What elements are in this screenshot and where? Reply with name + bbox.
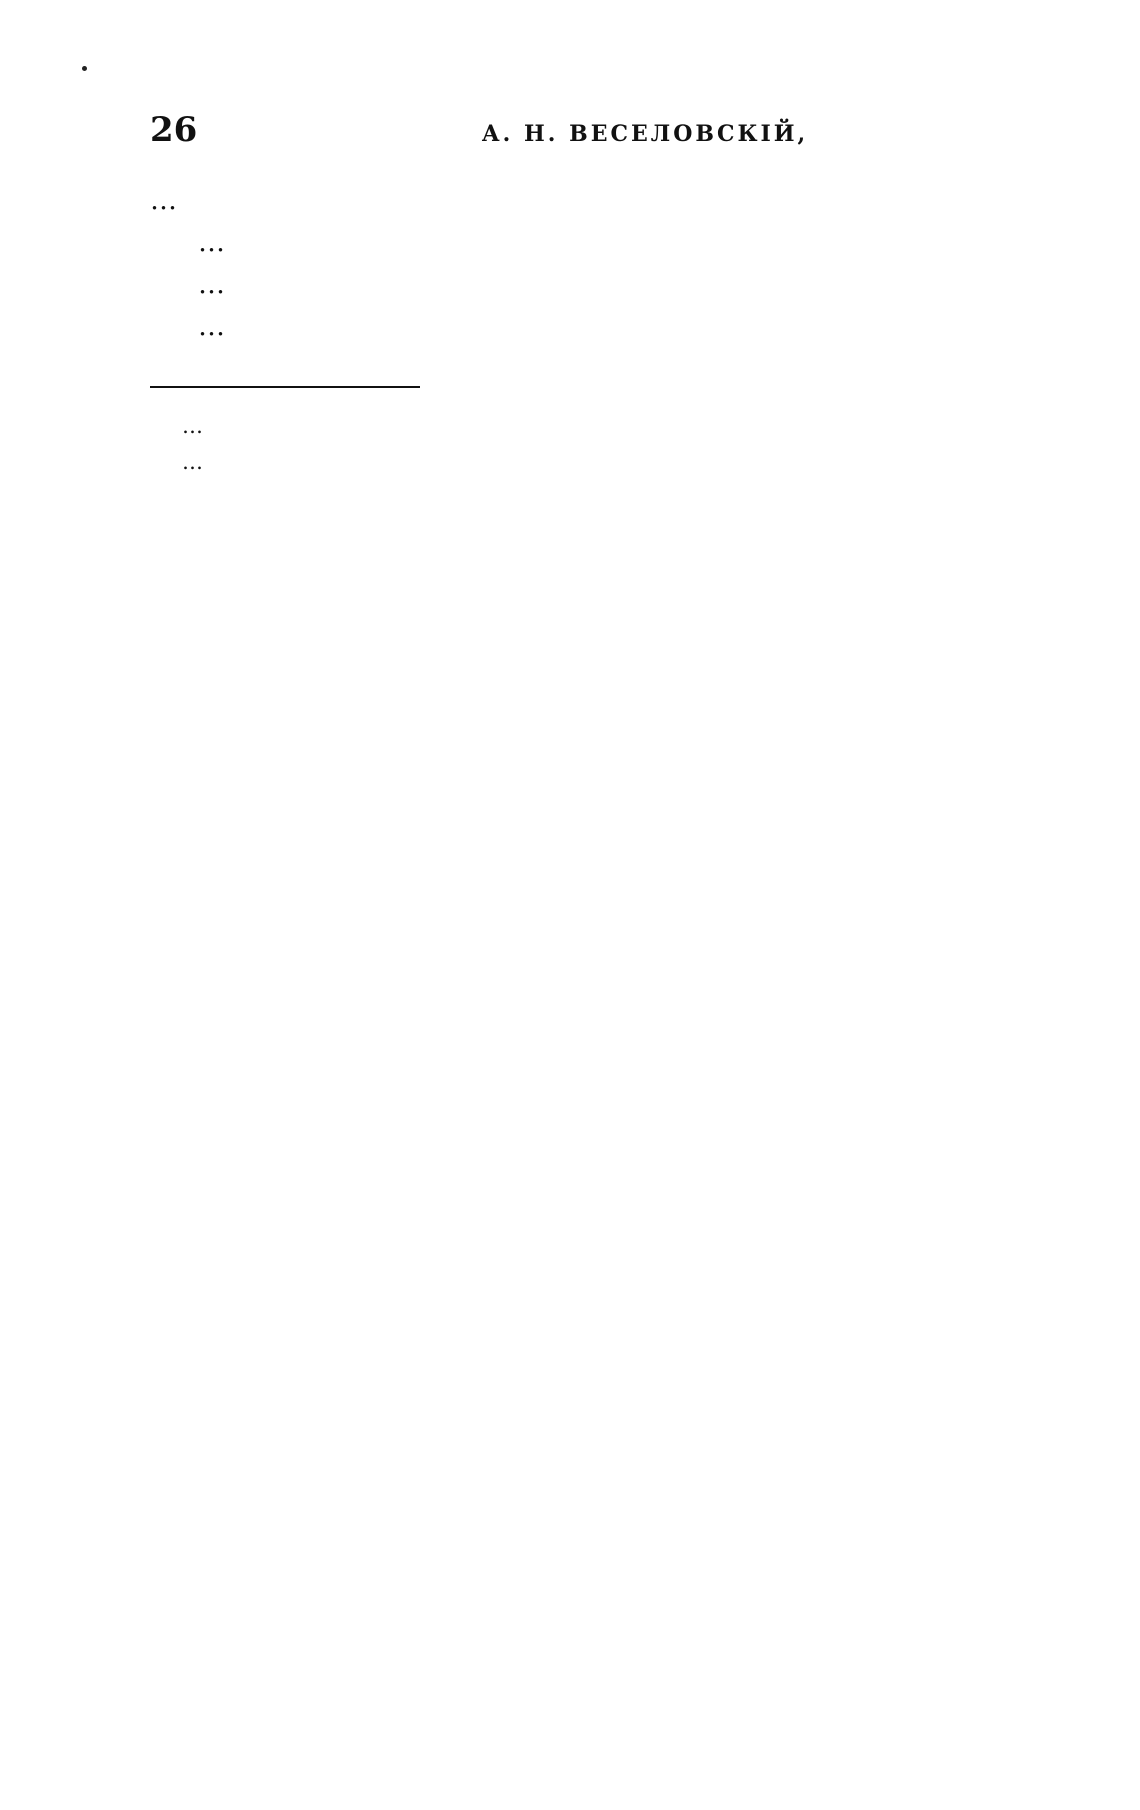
footnote-2: … xyxy=(182,450,203,474)
footnote-separator xyxy=(150,386,420,388)
paragraph: … xyxy=(198,227,225,258)
footnote-1: … xyxy=(182,414,203,438)
paragraph: … xyxy=(150,185,177,216)
page-number: 26 xyxy=(150,110,198,150)
main-text xyxy=(150,180,1020,348)
footnotes xyxy=(150,410,1020,478)
page-header xyxy=(150,110,1020,150)
paragraph: … xyxy=(198,269,225,300)
paragraph: … xyxy=(198,311,225,342)
running-title: А. Н. ВЕСЕЛОВСКІЙ, xyxy=(481,121,809,147)
book-page xyxy=(150,110,1020,482)
scan-speck xyxy=(82,66,87,71)
